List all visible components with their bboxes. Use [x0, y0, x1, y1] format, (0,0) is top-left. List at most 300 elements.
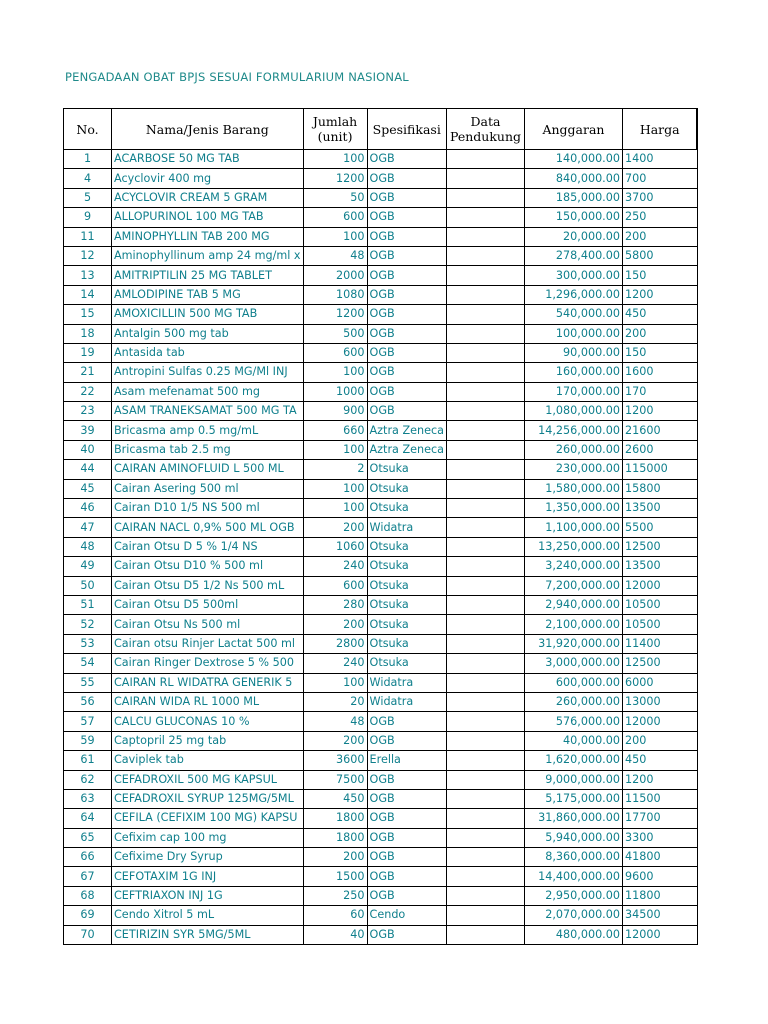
table-row [64, 809, 698, 828]
cell-data[interactable] [446, 402, 524, 421]
cell-price[interactable]: 1200 [622, 285, 697, 304]
cell-spec[interactable]: OGB [367, 324, 446, 343]
cell-no[interactable]: 70 [64, 925, 112, 944]
cell-data[interactable] [446, 227, 524, 246]
cell-no[interactable]: 13 [64, 266, 112, 285]
cell-qty[interactable]: 48 [303, 712, 367, 731]
cell-price[interactable]: 11800 [622, 886, 697, 905]
cell-data[interactable] [446, 363, 524, 382]
cell-budget[interactable]: 150,000.00 [524, 208, 622, 227]
cell-budget[interactable]: 278,400.00 [524, 246, 622, 265]
cell-price[interactable]: 11400 [622, 634, 697, 653]
cell-data[interactable] [446, 557, 524, 576]
cell-spec[interactable]: Aztra Zeneca [367, 421, 446, 440]
cell-qty[interactable]: 1060 [303, 537, 367, 556]
cell-qty[interactable]: 450 [303, 789, 367, 808]
cell-price[interactable]: 3700 [622, 188, 697, 207]
cell-data[interactable] [446, 867, 524, 886]
cell-name[interactable]: Cairan D10 1/5 NS 500 ml [112, 499, 304, 518]
cell-name[interactable]: ACYCLOVIR CREAM 5 GRAM [112, 188, 304, 207]
cell-qty[interactable]: 100 [303, 440, 367, 459]
cell-price[interactable]: 17700 [622, 809, 697, 828]
table-row [64, 595, 698, 614]
cell-price[interactable]: 10500 [622, 595, 697, 614]
cell-price[interactable]: 12500 [622, 537, 697, 556]
cell-no[interactable]: 47 [64, 518, 112, 537]
cell-spec[interactable]: Otsuka [367, 576, 446, 595]
cell-name[interactable]: CETIRIZIN SYR 5MG/5ML [112, 925, 304, 944]
cell-spec[interactable]: Aztra Zeneca [367, 440, 446, 459]
cell-qty[interactable]: 600 [303, 208, 367, 227]
cell-no[interactable]: 61 [64, 751, 112, 770]
cell-no[interactable]: 23 [64, 402, 112, 421]
cell-spec[interactable]: OGB [367, 169, 446, 188]
cell-name[interactable]: CAIRAN NACL 0,9% 500 ML OGB [112, 518, 304, 537]
cell-no[interactable]: 1 [64, 150, 112, 169]
cell-price[interactable]: 170 [622, 382, 697, 401]
cell-price[interactable]: 13500 [622, 557, 697, 576]
cell-budget[interactable]: 840,000.00 [524, 169, 622, 188]
cell-data[interactable] [446, 673, 524, 692]
cell-qty[interactable]: 100 [303, 479, 367, 498]
cell-spec[interactable]: OGB [367, 789, 446, 808]
table-row [64, 770, 698, 789]
cell-data[interactable] [446, 537, 524, 556]
cell-data[interactable] [446, 906, 524, 925]
cell-spec[interactable]: OGB [367, 188, 446, 207]
cell-spec[interactable]: OGB [367, 712, 446, 731]
cell-no[interactable]: 21 [64, 363, 112, 382]
cell-price[interactable]: 200 [622, 731, 697, 750]
cell-name[interactable]: Antasida tab [112, 343, 304, 362]
cell-budget[interactable]: 100,000.00 [524, 324, 622, 343]
cell-data[interactable] [446, 809, 524, 828]
cell-name[interactable]: Cairan Otsu D5 1/2 Ns 500 mL [112, 576, 304, 595]
cell-qty[interactable]: 40 [303, 925, 367, 944]
cell-budget[interactable]: 90,000.00 [524, 343, 622, 362]
table-row [64, 537, 698, 556]
cell-name[interactable]: Bricasma amp 0.5 mg/mL [112, 421, 304, 440]
cell-spec[interactable]: OGB [367, 402, 446, 421]
cell-qty[interactable]: 900 [303, 402, 367, 421]
cell-no[interactable]: 57 [64, 712, 112, 731]
cell-spec[interactable]: OGB [367, 731, 446, 750]
cell-price[interactable]: 13500 [622, 499, 697, 518]
cell-name[interactable]: CEFADROXIL 500 MG KAPSUL [112, 770, 304, 789]
cell-qty[interactable]: 660 [303, 421, 367, 440]
table-row [64, 382, 698, 401]
cell-spec[interactable]: OGB [367, 809, 446, 828]
cell-budget[interactable]: 2,100,000.00 [524, 615, 622, 634]
cell-price[interactable]: 12000 [622, 925, 697, 944]
cell-data[interactable] [446, 169, 524, 188]
cell-qty[interactable]: 280 [303, 595, 367, 614]
cell-data[interactable] [446, 208, 524, 227]
cell-no[interactable]: 40 [64, 440, 112, 459]
cell-no[interactable]: 19 [64, 343, 112, 362]
cell-data[interactable] [446, 576, 524, 595]
cell-price[interactable]: 150 [622, 266, 697, 285]
cell-no[interactable]: 50 [64, 576, 112, 595]
table-row [64, 208, 698, 227]
cell-name[interactable]: Cairan Otsu Ns 500 ml [112, 615, 304, 634]
cell-name[interactable]: CEFADROXIL SYRUP 125MG/5ML [112, 789, 304, 808]
cell-no[interactable]: 49 [64, 557, 112, 576]
cell-qty[interactable]: 100 [303, 363, 367, 382]
cell-spec[interactable]: OGB [367, 867, 446, 886]
cell-budget[interactable]: 14,400,000.00 [524, 867, 622, 886]
cell-no[interactable]: 63 [64, 789, 112, 808]
cell-spec[interactable]: OGB [367, 848, 446, 867]
cell-qty[interactable]: 2 [303, 460, 367, 479]
cell-no[interactable]: 68 [64, 886, 112, 905]
cell-data[interactable] [446, 828, 524, 847]
cell-spec[interactable]: OGB [367, 285, 446, 304]
cell-name[interactable]: Cairan Asering 500 ml [112, 479, 304, 498]
cell-name[interactable]: AMLODIPINE TAB 5 MG [112, 285, 304, 304]
table-row [64, 673, 698, 692]
cell-qty[interactable]: 100 [303, 673, 367, 692]
cell-qty[interactable]: 48 [303, 246, 367, 265]
cell-no[interactable]: 62 [64, 770, 112, 789]
cell-budget[interactable]: 7,200,000.00 [524, 576, 622, 595]
cell-data[interactable] [446, 460, 524, 479]
cell-budget[interactable]: 260,000.00 [524, 692, 622, 711]
cell-no[interactable]: 5 [64, 188, 112, 207]
cell-budget[interactable]: 480,000.00 [524, 925, 622, 944]
cell-no[interactable]: 64 [64, 809, 112, 828]
table-row [64, 227, 698, 246]
cell-no[interactable]: 48 [64, 537, 112, 556]
cell-price[interactable]: 450 [622, 305, 697, 324]
cell-name[interactable]: AMINOPHYLLIN TAB 200 MG [112, 227, 304, 246]
cell-data[interactable] [446, 440, 524, 459]
cell-budget[interactable]: 540,000.00 [524, 305, 622, 324]
cell-data[interactable] [446, 925, 524, 944]
cell-price[interactable]: 6000 [622, 673, 697, 692]
cell-name[interactable]: AMOXICILLIN 500 MG TAB [112, 305, 304, 324]
table-row [64, 169, 698, 188]
cell-data[interactable] [446, 886, 524, 905]
cell-price[interactable]: 115000 [622, 460, 697, 479]
cell-qty[interactable]: 1200 [303, 169, 367, 188]
cell-no[interactable]: 39 [64, 421, 112, 440]
cell-price[interactable]: 200 [622, 227, 697, 246]
cell-name[interactable]: Antalgin 500 mg tab [112, 324, 304, 343]
cell-budget[interactable]: 5,940,000.00 [524, 828, 622, 847]
cell-spec[interactable]: OGB [367, 305, 446, 324]
cell-qty[interactable]: 100 [303, 227, 367, 246]
cell-price[interactable]: 5500 [622, 518, 697, 537]
cell-name[interactable]: CAIRAN AMINOFLUID L 500 ML [112, 460, 304, 479]
cell-budget[interactable]: 1,080,000.00 [524, 402, 622, 421]
cell-name[interactable]: Cefixim cap 100 mg [112, 828, 304, 847]
cell-data[interactable] [446, 324, 524, 343]
cell-no[interactable]: 46 [64, 499, 112, 518]
cell-qty[interactable]: 600 [303, 343, 367, 362]
table-row [64, 305, 698, 324]
cell-spec[interactable]: Otsuka [367, 634, 446, 653]
cell-spec[interactable]: OGB [367, 828, 446, 847]
cell-no[interactable]: 59 [64, 731, 112, 750]
cell-qty[interactable]: 240 [303, 654, 367, 673]
cell-budget[interactable]: 8,360,000.00 [524, 848, 622, 867]
cell-spec[interactable]: OGB [367, 343, 446, 362]
cell-qty[interactable]: 1800 [303, 828, 367, 847]
cell-no[interactable]: 15 [64, 305, 112, 324]
cell-no[interactable]: 56 [64, 692, 112, 711]
cell-qty[interactable]: 200 [303, 615, 367, 634]
cell-qty[interactable]: 200 [303, 848, 367, 867]
cell-qty[interactable]: 20 [303, 692, 367, 711]
cell-no[interactable]: 14 [64, 285, 112, 304]
cell-price[interactable]: 1400 [622, 150, 697, 169]
cell-spec[interactable]: Otsuka [367, 557, 446, 576]
cell-spec[interactable]: Widatra [367, 673, 446, 692]
cell-budget[interactable]: 2,070,000.00 [524, 906, 622, 925]
cell-data[interactable] [446, 421, 524, 440]
cell-name[interactable]: Cefixime Dry Syrup [112, 848, 304, 867]
cell-qty[interactable]: 3600 [303, 751, 367, 770]
cell-no[interactable]: 12 [64, 246, 112, 265]
cell-budget[interactable]: 170,000.00 [524, 382, 622, 401]
cell-data[interactable] [446, 712, 524, 731]
cell-data[interactable] [446, 789, 524, 808]
cell-name[interactable]: Cairan Otsu D10 % 500 ml [112, 557, 304, 576]
cell-price[interactable]: 21600 [622, 421, 697, 440]
cell-budget[interactable]: 140,000.00 [524, 150, 622, 169]
cell-spec[interactable]: OGB [367, 246, 446, 265]
cell-data[interactable] [446, 285, 524, 304]
cell-name[interactable]: CALCU GLUCONAS 10 % [112, 712, 304, 731]
cell-budget[interactable]: 13,250,000.00 [524, 537, 622, 556]
cell-no[interactable]: 67 [64, 867, 112, 886]
cell-spec[interactable]: OGB [367, 227, 446, 246]
cell-price[interactable]: 9600 [622, 867, 697, 886]
cell-name[interactable]: Antropini Sulfas 0.25 MG/Ml INJ [112, 363, 304, 382]
cell-name[interactable]: Cairan Ringer Dextrose 5 % 500 [112, 654, 304, 673]
cell-budget[interactable]: 5,175,000.00 [524, 789, 622, 808]
cell-data[interactable] [446, 343, 524, 362]
cell-spec[interactable]: OGB [367, 208, 446, 227]
cell-price[interactable]: 10500 [622, 615, 697, 634]
cell-no[interactable]: 44 [64, 460, 112, 479]
cell-price[interactable]: 150 [622, 343, 697, 362]
cell-budget[interactable]: 1,620,000.00 [524, 751, 622, 770]
cell-data[interactable] [446, 692, 524, 711]
cell-spec[interactable]: OGB [367, 770, 446, 789]
cell-name[interactable]: CEFOTAXIM 1G INJ [112, 867, 304, 886]
cell-budget[interactable]: 3,240,000.00 [524, 557, 622, 576]
cell-budget[interactable]: 1,100,000.00 [524, 518, 622, 537]
cell-name[interactable]: AMITRIPTILIN 25 MG TABLET [112, 266, 304, 285]
cell-qty[interactable]: 240 [303, 557, 367, 576]
cell-name[interactable]: CEFTRIAXON INJ 1G [112, 886, 304, 905]
cell-budget[interactable]: 31,860,000.00 [524, 809, 622, 828]
cell-data[interactable] [446, 595, 524, 614]
cell-spec[interactable]: Otsuka [367, 499, 446, 518]
cell-budget[interactable]: 31,920,000.00 [524, 634, 622, 653]
table-row [64, 692, 698, 711]
cell-qty[interactable]: 1200 [303, 305, 367, 324]
cell-data[interactable] [446, 634, 524, 653]
cell-budget[interactable]: 576,000.00 [524, 712, 622, 731]
cell-spec[interactable]: OGB [367, 150, 446, 169]
cell-no[interactable]: 22 [64, 382, 112, 401]
cell-price[interactable]: 34500 [622, 906, 697, 925]
cell-price[interactable]: 1200 [622, 402, 697, 421]
cell-spec[interactable]: Widatra [367, 692, 446, 711]
cell-no[interactable]: 18 [64, 324, 112, 343]
cell-price[interactable]: 200 [622, 324, 697, 343]
cell-spec[interactable]: OGB [367, 925, 446, 944]
cell-price[interactable]: 450 [622, 751, 697, 770]
cell-price[interactable]: 12000 [622, 712, 697, 731]
cell-budget[interactable]: 20,000.00 [524, 227, 622, 246]
cell-data[interactable] [446, 731, 524, 750]
cell-spec[interactable]: Erella [367, 751, 446, 770]
cell-budget[interactable]: 185,000.00 [524, 188, 622, 207]
cell-price[interactable]: 15800 [622, 479, 697, 498]
cell-no[interactable]: 52 [64, 615, 112, 634]
cell-budget[interactable]: 300,000.00 [524, 266, 622, 285]
cell-budget[interactable]: 1,296,000.00 [524, 285, 622, 304]
cell-data[interactable] [446, 382, 524, 401]
cell-no[interactable]: 51 [64, 595, 112, 614]
cell-name[interactable]: Captopril 25 mg tab [112, 731, 304, 750]
cell-price[interactable]: 11500 [622, 789, 697, 808]
cell-budget[interactable]: 260,000.00 [524, 440, 622, 459]
cell-no[interactable]: 53 [64, 634, 112, 653]
cell-no[interactable]: 9 [64, 208, 112, 227]
cell-qty[interactable]: 1080 [303, 285, 367, 304]
cell-price[interactable]: 2600 [622, 440, 697, 459]
cell-budget[interactable]: 40,000.00 [524, 731, 622, 750]
cell-qty[interactable]: 1000 [303, 382, 367, 401]
cell-qty[interactable]: 100 [303, 150, 367, 169]
cell-spec[interactable]: OGB [367, 266, 446, 285]
cell-spec[interactable]: OGB [367, 886, 446, 905]
cell-no[interactable]: 55 [64, 673, 112, 692]
cell-data[interactable] [446, 654, 524, 673]
cell-data[interactable] [446, 751, 524, 770]
cell-data[interactable] [446, 770, 524, 789]
cell-qty[interactable]: 2000 [303, 266, 367, 285]
cell-spec[interactable]: Widatra [367, 518, 446, 537]
cell-name[interactable]: Acyclovir 400 mg [112, 169, 304, 188]
cell-no[interactable]: 45 [64, 479, 112, 498]
cell-name[interactable]: Asam mefenamat 500 mg [112, 382, 304, 401]
cell-data[interactable] [446, 246, 524, 265]
cell-budget[interactable]: 230,000.00 [524, 460, 622, 479]
cell-spec[interactable]: Otsuka [367, 460, 446, 479]
cell-budget[interactable]: 160,000.00 [524, 363, 622, 382]
cell-name[interactable]: Cairan Otsu D 5 % 1/4 NS [112, 537, 304, 556]
cell-price[interactable]: 13000 [622, 692, 697, 711]
cell-spec[interactable]: Otsuka [367, 615, 446, 634]
cell-budget[interactable]: 2,950,000.00 [524, 886, 622, 905]
cell-name[interactable]: Cendo Xitrol 5 mL [112, 906, 304, 925]
cell-budget[interactable]: 2,940,000.00 [524, 595, 622, 614]
cell-no[interactable]: 66 [64, 848, 112, 867]
cell-price[interactable]: 1200 [622, 770, 697, 789]
cell-spec[interactable]: Cendo [367, 906, 446, 925]
cell-data[interactable] [446, 266, 524, 285]
cell-name[interactable]: Caviplek tab [112, 751, 304, 770]
cell-budget[interactable]: 14,256,000.00 [524, 421, 622, 440]
cell-price[interactable]: 1600 [622, 363, 697, 382]
table-row [64, 324, 698, 343]
cell-price[interactable]: 700 [622, 169, 697, 188]
cell-qty[interactable]: 1500 [303, 867, 367, 886]
cell-budget[interactable]: 1,350,000.00 [524, 499, 622, 518]
cell-qty[interactable]: 200 [303, 518, 367, 537]
cell-price[interactable]: 12000 [622, 576, 697, 595]
cell-no[interactable]: 4 [64, 169, 112, 188]
cell-data[interactable] [446, 150, 524, 169]
cell-price[interactable]: 5800 [622, 246, 697, 265]
cell-name[interactable]: CAIRAN RL WIDATRA GENERIK 5 [112, 673, 304, 692]
cell-name[interactable]: Cairan otsu Rinjer Lactat 500 ml [112, 634, 304, 653]
cell-budget[interactable]: 9,000,000.00 [524, 770, 622, 789]
cell-price[interactable]: 41800 [622, 848, 697, 867]
cell-name[interactable]: ASAM TRANEKSAMAT 500 MG TA [112, 402, 304, 421]
cell-no[interactable]: 65 [64, 828, 112, 847]
cell-no[interactable]: 11 [64, 227, 112, 246]
cell-name[interactable]: Cairan Otsu D5 500ml [112, 595, 304, 614]
cell-name[interactable]: ALLOPURINOL 100 MG TAB [112, 208, 304, 227]
cell-price[interactable]: 250 [622, 208, 697, 227]
cell-budget[interactable]: 1,580,000.00 [524, 479, 622, 498]
cell-budget[interactable]: 600,000.00 [524, 673, 622, 692]
cell-qty[interactable]: 2800 [303, 634, 367, 653]
cell-qty[interactable]: 50 [303, 188, 367, 207]
cell-qty[interactable]: 7500 [303, 770, 367, 789]
cell-no[interactable]: 69 [64, 906, 112, 925]
cell-price[interactable]: 3300 [622, 828, 697, 847]
cell-name[interactable]: Aminophyllinum amp 24 mg/ml x [112, 246, 304, 265]
cell-data[interactable] [446, 848, 524, 867]
cell-spec[interactable]: Otsuka [367, 537, 446, 556]
cell-qty[interactable]: 600 [303, 576, 367, 595]
cell-data[interactable] [446, 479, 524, 498]
cell-spec[interactable]: Otsuka [367, 654, 446, 673]
cell-qty[interactable]: 100 [303, 499, 367, 518]
cell-name[interactable]: CEFILA (CEFIXIM 100 MG) KAPSU [112, 809, 304, 828]
cell-price[interactable]: 12500 [622, 654, 697, 673]
cell-no[interactable]: 54 [64, 654, 112, 673]
header-price: Harga [622, 109, 697, 150]
cell-spec[interactable]: OGB [367, 363, 446, 382]
cell-qty[interactable]: 60 [303, 906, 367, 925]
cell-data[interactable] [446, 188, 524, 207]
cell-name[interactable]: CAIRAN WIDA RL 1000 ML [112, 692, 304, 711]
cell-qty[interactable]: 1800 [303, 809, 367, 828]
cell-qty[interactable]: 500 [303, 324, 367, 343]
cell-spec[interactable]: OGB [367, 382, 446, 401]
cell-qty[interactable]: 250 [303, 886, 367, 905]
cell-budget[interactable]: 3,000,000.00 [524, 654, 622, 673]
cell-spec[interactable]: Otsuka [367, 479, 446, 498]
cell-data[interactable] [446, 615, 524, 634]
cell-name[interactable]: Bricasma tab 2.5 mg [112, 440, 304, 459]
cell-data[interactable] [446, 305, 524, 324]
cell-data[interactable] [446, 499, 524, 518]
cell-spec[interactable]: Otsuka [367, 595, 446, 614]
cell-data[interactable] [446, 518, 524, 537]
cell-name[interactable]: ACARBOSE 50 MG TAB [112, 150, 304, 169]
cell-qty[interactable]: 200 [303, 731, 367, 750]
